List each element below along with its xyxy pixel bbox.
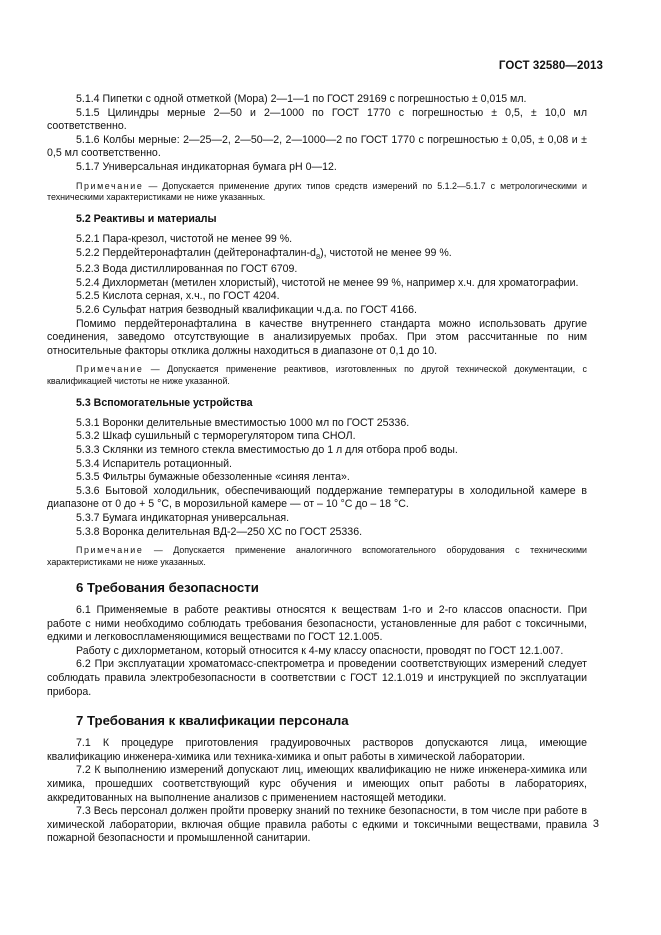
clause-5-3-7: 5.3.7 Бумага индикаторная универсальная. xyxy=(76,511,290,524)
section-title-7: 7 Требования к квалификации персонала xyxy=(76,713,349,729)
note-label: Примечание xyxy=(76,545,144,556)
page-content xyxy=(47,93,587,846)
note-label: Примечание xyxy=(76,364,144,375)
clause-6-1: 6.1 Применяемые в работе реактивы относятся к веществам 1-го и 2-го классов опасности. При работе с ними необходимо соблюдать требования безопасности, установленные для работ с токсичными, едкими и легковоспламеняющимися веществами по ГОСТ 12.1.005. xyxy=(47,603,587,644)
clause-5-2-3: 5.2.3 Вода дистиллированная по ГОСТ 6709. xyxy=(76,263,298,276)
clause-5-2-5: 5.2.5 Кислота серная, х.ч., по ГОСТ 4204. xyxy=(76,290,280,303)
clause-5-2-4: 5.2.4 Дихлорметан (метилен хлористый), чистотой не менее 99 %, например х.ч. для хроматографии. xyxy=(76,276,579,289)
document-id: ГОСТ 32580—2013 xyxy=(498,60,603,72)
note-5-1 xyxy=(47,181,587,204)
page-number: 3 xyxy=(592,818,599,830)
note-5-3 xyxy=(47,545,587,568)
subsection-title-5-3: 5.3 Вспомогательные устройства xyxy=(76,397,253,410)
note-5-2 xyxy=(47,364,587,387)
clause-7-1: 7.1 К процедуре приготовления градуировочных растворов допускаются лица, имеющие квалификацию инженера-химика или техника-химика и опыт работы в химической лаборатории. xyxy=(47,737,587,763)
clause-7-3: 7.3 Весь персонал должен пройти проверку знаний по технике безопасности, в том числе при работе в химической лаборатории, включая общие правила работы с едкими и токсичными веществами, правила пожарной безопасности и промышленной санитарии. xyxy=(47,805,587,845)
paragraph-internal-standard: Помимо пердейтеронафталина в качестве внутреннего стандарта можно использовать другие соединения, заведомо отсутствующие в анализируемых пробах. При этом рассчитанные по ним относительные факторы отклика должны находиться в диапазоне от 0,1 до 10. xyxy=(47,317,587,357)
clause-5-2-1: 5.2.1 Пара-крезол, чистотой не менее 99 %. xyxy=(76,232,293,245)
clause-5-3-4: 5.3.4 Испаритель ротационный. xyxy=(76,457,232,470)
clause-5-1-6: 5.1.6 Колбы мерные: 2—25—2, 2—50—2, 2—1000—2 по ГОСТ 1770 с погрешностью ± 0,05, ± 0,08 и ± 0,5 мл соответственно. xyxy=(47,133,587,160)
section-title-6: 6 Требования безопасности xyxy=(76,579,259,595)
subscript: 8 xyxy=(315,251,321,261)
clause-5-3-5: 5.3.5 Фильтры бумажные обеззоленные «синяя лента». xyxy=(76,471,350,484)
note-text: — Допускается применение аналогичного вспомогательного оборудования с техническими характеристиками не ниже указанных. xyxy=(47,545,587,567)
clause-5-1-5: 5.1.5 Цилиндры мерные 2—50 и 2—1000 по ГОСТ 1770 с погрешностью ± 0,5, ± 10,0 мл соответственно. xyxy=(47,106,587,133)
clause-5-3-8: 5.3.8 Воронка делительная ВД-2—250 ХС по ГОСТ 25336. xyxy=(76,525,363,538)
clause-5-3-6: 5.3.6 Бытовой холодильник, обеспечивающий поддержание температуры в холодильной камере в диапазоне от 0 до + 5 °С, в морозильной камере — от – 10 °С до – 18 °С. xyxy=(47,484,587,511)
clause-5-3-3: 5.3.3 Склянки из темного стекла вместимостью до 1 л для отбора проб воды. xyxy=(76,444,458,457)
clause-5-3-2: 5.3.2 Шкаф сушильный с терморегулятором типа СНОЛ. xyxy=(76,430,356,443)
clause-5-2-2-tail: ), чистотой не менее 99 %. xyxy=(320,246,452,259)
note-text: — Допускается применение реактивов, изготовленных по другой технической документации, с квалификацией чистоты не ниже указанной. xyxy=(47,364,587,386)
subsection-title-5-2: 5.2 Реактивы и материалы xyxy=(76,213,217,226)
paragraph-dichloromethane: Работу с дихлорметаном, который относится к 4-му классу опасности, проводят по ГОСТ 12.1.007. xyxy=(76,644,564,657)
note-text: — Допускается применение других типов средств измерений по 5.1.2—5.1.7 с метрологическими и техническими характеристиками не ниже указанных. xyxy=(47,180,587,202)
clause-5-2-6: 5.2.6 Сульфат натрия безводный квалификации ч.д.а. по ГОСТ 4166. xyxy=(76,304,417,317)
clause-5-1-4: 5.1.4 Пипетки с одной отметкой (Мора) 2—1—1 по ГОСТ 29169 с погрешностью ± 0,015 мл. xyxy=(76,93,527,105)
clause-5-1-7: 5.1.7 Универсальная индикаторная бумага рН 0—12. xyxy=(76,160,337,173)
clause-6-2: 6.2 При эксплуатации хроматомасс-спектрометра и проведении соответствующих измерений следует соблюдать правила электробезопасности в соответствии с ГОСТ 12.1.019 и инструкцией по эксплуатации прибора. xyxy=(47,658,587,698)
clause-7-2: 7.2 К выполнению измерений допускают лиц, имеющих квалификацию не ниже инженера-химика или химика, прошедших соответствующий курс обучения и имеющих опыт работы в лабораториях, аккредитованных на выполнение анализов с применением настоящей методики. xyxy=(47,764,587,804)
clause-5-3-1: 5.3.1 Воронки делительные вместимостью 1000 мл по ГОСТ 25336. xyxy=(76,416,410,429)
note-label: Примечание xyxy=(76,180,144,191)
clause-5-2-2-text: 5.2.2 Пердейтеронафталин (дейтеронафталин-d xyxy=(76,246,316,259)
clause-5-2-2 xyxy=(47,247,587,264)
